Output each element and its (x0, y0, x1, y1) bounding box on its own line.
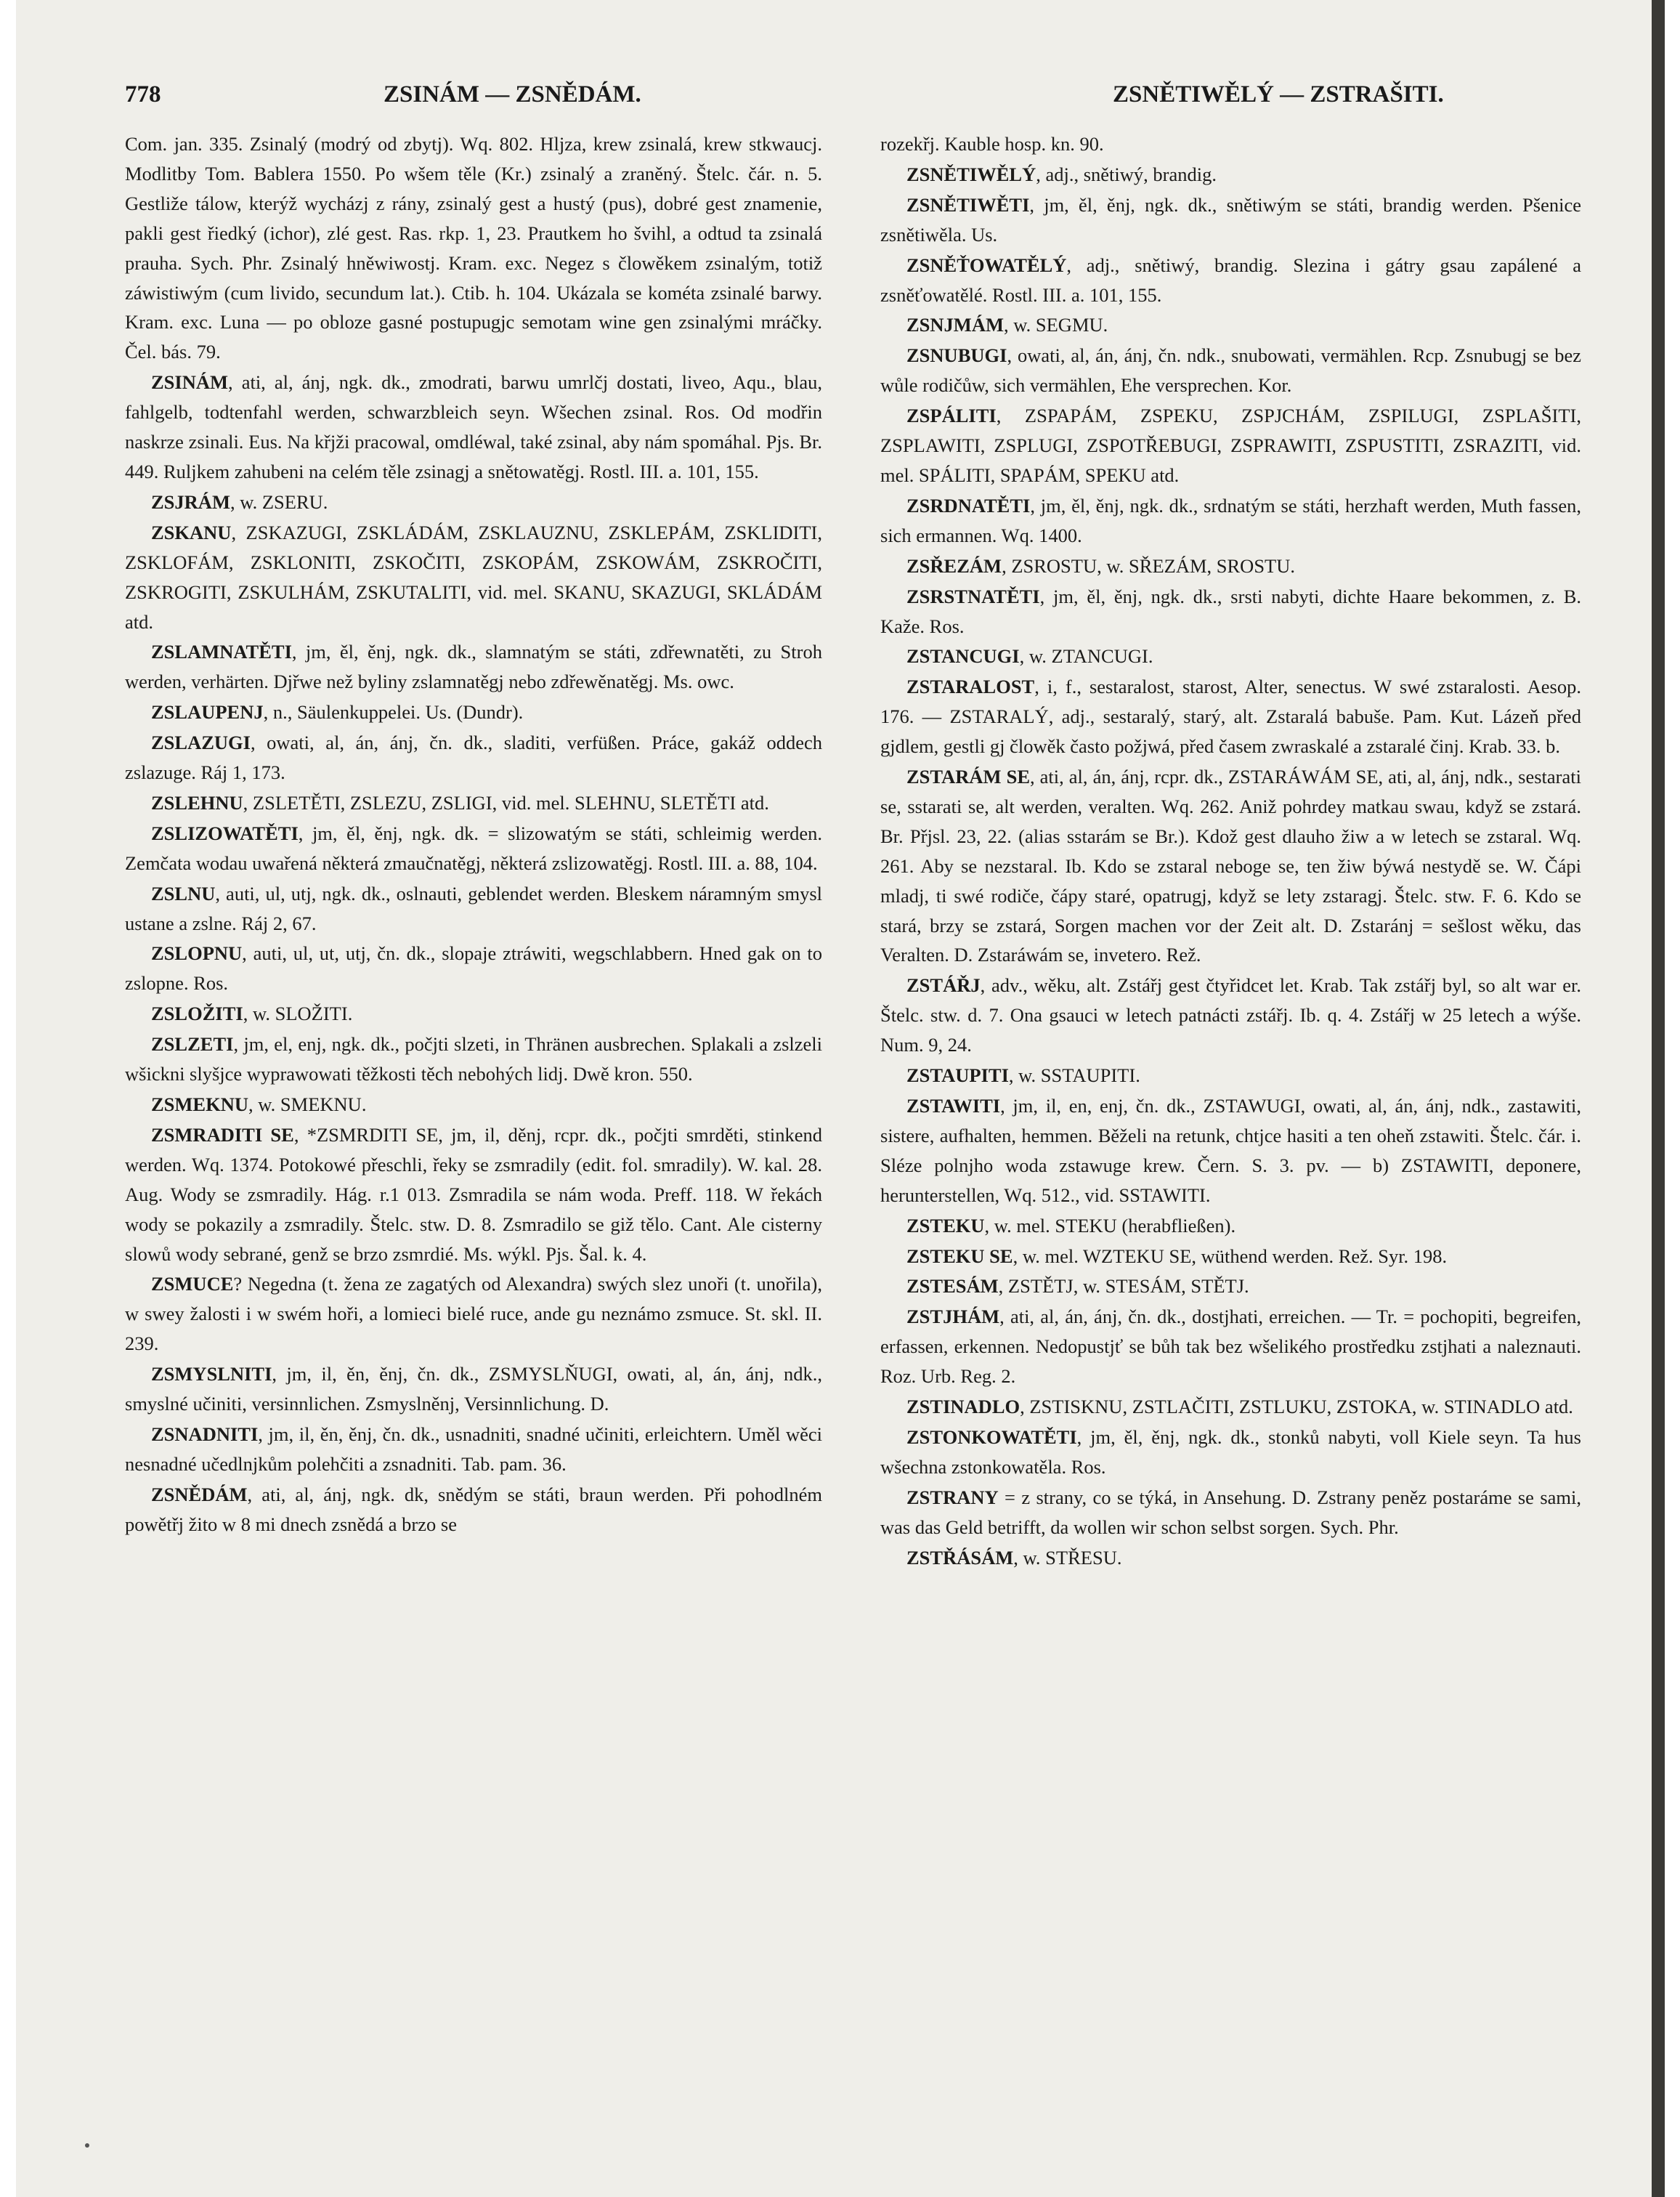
headword: ZSTÁŘJ (906, 974, 981, 997)
dictionary-entry: rozekřj. Kauble hosp. kn. 90. (880, 133, 1104, 155)
running-head (125, 81, 1540, 118)
dictionary-entry: ZSTJHÁM, ati, al, án, ánj, čn. dk., dostjhati, erreichen. — Tr. = pochopiti, begreifen, erfassen, erkennen. Nedopustjť se bůh tak bez wšelikého prostředku zstjhati a naleznauti. Roz. Urb. Reg. 2. (880, 1306, 1581, 1388)
headword: ZSRSTNATĚTI (906, 585, 1040, 607)
headword: ZSJRÁM (151, 490, 230, 513)
dictionary-entry: ZSNUBUGI, owati, al, án, ánj, čn. ndk., snubowati, vermählen. Rcp. Zsnubugj se bez wůle rodičůw, sich vermählen, Ehe versprechen. Kor. (880, 344, 1581, 397)
dictionary-entry: ZSRDNATĚTI, jm, ěl, ěnj, ngk. dk., srdnatým se státi, herzhaft werden, Muth fassen, sich ermannen. Wq. 1400. (880, 494, 1581, 546)
dictionary-entry: ZSLOPNU, auti, ul, ut, utj, čn. dk., slopaje ztráwiti, wegschlabbern. Hned gak on to zslopne. Ros. (125, 942, 822, 995)
headword: ZSTARALOST (906, 676, 1035, 698)
dictionary-entry: ZSJRÁM, w. ZSERU. (151, 490, 328, 513)
dictionary-entry: ZSMYSLNITI, jm, il, ěn, ěnj, čn. dk., ZSMYSLŇUGI, owati, al, án, ánj, ndk., smyslné učiniti, versinnlichen. Zsmyslněnj, Versinnlichung. D. (125, 1363, 822, 1415)
dictionary-entry: ZSNJMÁM, w. SEGMU. (906, 314, 1108, 336)
dictionary-entry: ZSTANCUGI, w. ZTANCUGI. (906, 645, 1153, 668)
dictionary-entry: ZSTEKU SE, w. mel. WZTEKU SE, wüthend werden. Rež. Syr. 198. (906, 1245, 1448, 1267)
headword: ZSTAWITI (906, 1095, 1001, 1117)
dictionary-entry: ZSLZETI, jm, el, enj, ngk. dk., počjti slzeti, in Thränen ausbrechen. Splakali a zslzeli wšickni slyšjce wyprawowati těžkosti těch nebohých lidj. Dwě kron. 550. (125, 1033, 822, 1085)
headword: ZSMUCE (151, 1273, 234, 1295)
dictionary-entry: ZSTINADLO, ZSTISKNU, ZSTLAČITI, ZSTLUKU, ZSTOKA, w. STINADLO atd. (906, 1396, 1573, 1418)
dictionary-entry: ZSTARÁM SE, ati, al, án, ánj, rcpr. dk., ZSTARÁWÁM SE, ati, al, ánj, ndk., sestarati se, sstarati se, alt werden, veralten. Wq. 262. Aniž pohrdey matkau swau, když se zstará. Br. Přjsl. 23, 22. (alias sstarám se Br.). Kdož gest dlauho žiw a w letech se zstaral. Wq. 261. Aby se nezstaral. Ib. Kdo se zstaral neboge se, ten žiw býwá nestydě se. W. Čápi mladj, ti swé rodiče, čápy staré, opatrugj, když se lety zstaragj. Štelc. stw. F. 6. Kdo se stará, brzy se zstará, Sorgen machen vor der Zeit alt. D. Zstaránj = sešlost wěku, das Veralten. D. Zstaráwám se, invetero. Rež. (880, 766, 1581, 966)
headword: ZSLAZUGI (151, 732, 251, 754)
dictionary-entry: ZSTEKU, w. mel. STEKU (herabfließen). (906, 1214, 1236, 1237)
dictionary-entry: ZSLAUPENJ, n., Säulenkuppelei. Us. (Dundr). (151, 701, 524, 724)
headword: ZSLZETI (151, 1033, 234, 1056)
dictionary-entry: ZSMEKNU, w. SMEKNU. (151, 1093, 367, 1115)
dictionary-entry: ZSLOŽITI, w. SLOŽITI. (151, 1003, 353, 1025)
dictionary-entry: ZSKANU, ZSKAZUGI, ZSKLÁDÁM, ZSKLAUZNU, ZSKLEPÁM, ZSKLIDITI, ZSKLOFÁM, ZSKLONITI, ZSKOČITI, ZSKOPÁM, ZSKOWÁM, ZSKROČITI, ZSKROGITI, ZSKULHÁM, ZSKUTALITI, vid. mel. SKANU, SKAZUGI, SKLÁDÁM atd. (125, 521, 822, 633)
right-column (880, 129, 1581, 1574)
headword: ZSNĚTIWĚLÝ (906, 163, 1036, 185)
headword: ZSNADNITI (151, 1423, 259, 1445)
dictionary-entry: ZSTESÁM, ZSTĚTJ, w. STESÁM, STĚTJ. (906, 1275, 1249, 1298)
dictionary-entry: ZSMUCE? Negedna (t. žena ze zagatých od Alexandra) swých slez unoři (t. unořila), w swey žalosti i w swém hoři, a lomieci bielé ruce, ande gu neznámo zsmuce. St. skl. II. 239. (125, 1273, 822, 1355)
dictionary-entry: ZSNĚTIWĚLÝ, adj., snětiwý, brandig. (906, 163, 1217, 185)
headword: ZSLOPNU (151, 942, 243, 965)
headword: ZSMEKNU (151, 1093, 248, 1115)
left-column (125, 129, 822, 1540)
headword: ZSLIZOWATĚTI (151, 822, 299, 844)
dictionary-entry: ZSLAMNATĚTI, jm, ěl, ěnj, ngk. dk., slamnatým se státi, zdřewnatěti, zu Stroh werden, verhärten. Djřwe než byliny zslamnatěgj nebo zdřewěnatěgj. Ms. owc. (125, 641, 822, 693)
headword: ZSTARÁM SE (906, 766, 1030, 788)
headword: ZSTONKOWATĚTI (906, 1425, 1077, 1448)
headword: ZSŘEZÁM (906, 554, 1002, 577)
dictionary-entry: ZSRSTNATĚTI, jm, ěl, ěnj, ngk. dk., srsti nabyti, dichte Haare bekommen, z. B. Kaže. Ros. (880, 585, 1581, 637)
headword: ZSTEKU SE (906, 1245, 1013, 1267)
dictionary-entry: ZSTAUPITI, w. SSTAUPITI. (906, 1064, 1140, 1087)
dictionary-entry: ZSNĚTIWĚTI, jm, ěl, ěnj, ngk. dk., snětiwým se státi, brandig werden. Pšenice zsnětiwěla. Us. (880, 193, 1581, 246)
headword: ZSNUBUGI (906, 344, 1007, 367)
headword: ZSTRANY (906, 1486, 999, 1508)
dictionary-entry: ZSTŘÁSÁM, w. STŘESU. (906, 1546, 1122, 1569)
headword: ZSTŘÁSÁM (906, 1546, 1014, 1569)
ink-speck (85, 2143, 89, 2148)
headword: ZSLAMNATĚTI (151, 641, 292, 663)
dictionary-entry: ZSLIZOWATĚTI, jm, ěl, ěnj, ngk. dk. = slizowatým se státi, schleimig werden. Zemčata wodau uwařená některá zmaučnatěgj, některá zslizowatěgj. Rostl. III. a. 88, 104. (125, 822, 822, 874)
dictionary-entry: ZSTÁŘJ, adv., wěku, alt. Zstářj gest čtyřidcet let. Krab. Tak zstářj byl, so alt war er. Štelc. stw. d. 7. Ona gsauci w letech patnácti zstářj. Ib. q. 4. Zstářj w 25 letech a wýše. Num. 9, 24. (880, 974, 1581, 1056)
dictionary-entry: ZSLNU, auti, ul, utj, ngk. dk., oslnauti, geblendet werden. Bleskem náramným smysl ustane a zslne. Ráj 2, 67. (125, 882, 822, 934)
headword: ZSLOŽITI (151, 1003, 243, 1025)
headword: ZSLEHNU (151, 791, 243, 814)
right-heading: ZSNĚTIWĚLÝ — ZSTRAŠITI. (1113, 81, 1444, 108)
headword: ZSTANCUGI (906, 645, 1020, 668)
dictionary-entry: ZSTAWITI, jm, il, en, enj, čn. dk., ZSTAWUGI, owati, al, án, ánj, ndk., zastawiti, sistere, aufhalten, hemmen. Běželi na retunk, chtjce hasiti a ten oheň zstawiti. Štelc. čár. i. Sléze polnjho woda zstawuge krew. Čern. S. 3. pv. — b) ZSTAWITI, deponere, herunterstellen, Wq. 512., vid. SSTAWITI. (880, 1095, 1581, 1206)
headword: ZSINÁM (151, 371, 229, 394)
dictionary-entry: Com. jan. 335. Zsinalý (modrý od zbytj). Wq. 802. Hljza, krew zsinalá, krew stkwaucj. Modlitby Tom. Bablera 1550. Po wšem těle (Kr.) zsinalý a zraněný. Štelc. čár. n. 5. Gestliže tálow, kterýž wycházj z rány, zsinalý gest a hustý (pus), dobré gest znamenie, pakli gest řiedký (ichor), zlé gest. Ras. rkp. 1, 23. Prautkem ho švihl, a odtud ta zsinalá prauha. Sych. Phr. Zsinalý hněwiwostj. Kram. exc. Negez s člowěkem zsinalým, totiž záwistiwým (cum livido, secundum lat.). Ctib. h. 104. Ukázala se kométa zsinalé barwy. Kram. exc. Luna — po obloze gasné postupugjc semotam wine gen zsinalými mráčky. Čel. bás. 79. (125, 133, 822, 363)
headword: ZSLNU (151, 882, 216, 905)
page-number: 778 (125, 81, 161, 108)
dictionary-entry: ZSŘEZÁM, ZSROSTU, w. SŘEZÁM, SROSTU. (906, 554, 1296, 577)
headword: ZSTINADLO (906, 1396, 1020, 1418)
left-heading: ZSINÁM — ZSNĚDÁM. (384, 81, 641, 108)
headword: ZSPÁLITI (906, 405, 997, 427)
headword: ZSRDNATĚTI (906, 494, 1031, 517)
headword: ZSLAUPENJ (151, 701, 264, 724)
dictionary-entry: ZSNĚŤOWATĚLÝ, adj., snětiwý, brandig. Slezina i gátry gsau zapálené a zsněťowatělé. Rostl. III. a. 101, 155. (880, 254, 1581, 306)
headword: ZSNJMÁM (906, 314, 1004, 336)
headword: ZSMRADITI SE (151, 1123, 294, 1146)
headword: ZSNĚDÁM (151, 1483, 248, 1505)
dictionary-page (16, 0, 1665, 2197)
dictionary-entry: ZSMRADITI SE, *ZSMRDITI SE, jm, il, děnj, rcpr. dk., počjti smrděti, stinkend werden. Wq. 1374. Potokowé přeschli, řeky se zsmradily (edit. fol. smradily). W. kal. 28. Aug. Wody se zsmradily. Hág. r.1 013. Zsmradila se nám woda. Preff. 118. W řekách wody se pokazily a zsmradily. Štelc. stw. D. 8. Zsmradilo se giž tělo. Cant. Ale cisterny slowů wody sebrané, genž se brzo zsmrdié. Ms. wýkl. Pjs. Šal. k. 4. (125, 1123, 822, 1265)
headword: ZSKANU (151, 521, 232, 543)
headword: ZSTEKU (906, 1214, 985, 1237)
headword: ZSNĚŤOWATĚLÝ (906, 254, 1067, 276)
dictionary-entry: ZSTONKOWATĚTI, jm, ěl, ěnj, ngk. dk., stonků nabyti, voll Kiele seyn. Ta hus wšechna zstonkowatěla. Ros. (880, 1425, 1581, 1478)
dictionary-entry: ZSTRANY = z strany, co se týká, in Ansehung. D. Zstrany peněz postaráme se sami, was das Geld betrifft, da wollen wir schon selbst sorgen. Sych. Phr. (880, 1486, 1581, 1538)
dictionary-entry: ZSPÁLITI, ZSPAPÁM, ZSPEKU, ZSPJCHÁM, ZSPILUGI, ZSPLAŠITI, ZSPLAWITI, ZSPLUGI, ZSPOTŘEBUGI, ZSPRAWITI, ZSPUSTITI, ZSRAZITI, vid. mel. SPÁLITI, SPAPÁM, SPEKU atd. (880, 405, 1581, 486)
headword: ZSTAUPITI (906, 1064, 1009, 1087)
dictionary-entry: ZSINÁM, ati, al, ánj, ngk. dk., zmodrati, barwu umrlčj dostati, liveo, Aqu., blau, fahlgelb, todtenfahl werden, schwarzbleich seyn. Wšechen zsinal. Ros. Od modřin naskrze zsinali. Eus. Na křjži pracowal, omdléwal, také zsinal, aby nám spomáhal. Pjs. Br. 449. Ruljkem zahubeni na celém těle zsinagj a snětowatěgj. Rostl. III. a. 101, 155. (125, 371, 822, 482)
dictionary-entry: ZSLEHNU, ZSLETĚTI, ZSLEZU, ZSLIGI, vid. mel. SLEHNU, SLETĚTI atd. (151, 791, 769, 814)
dictionary-entry: ZSTARALOST, i, f., sestaralost, starost, Alter, senectus. W swé zstaralosti. Aesop. 176. — ZSTARALÝ, adj., sestaralý, starý, alt. Zstaralá babuše. Pam. Kut. Lázeň před gjdlem, gestli gj člowěk často požjwá, před časem zwraskalé a zstaralé činj. Krab. 33. b. (880, 676, 1581, 758)
headword: ZSMYSLNITI (151, 1363, 272, 1385)
book-edge (1652, 0, 1665, 2197)
dictionary-entry: ZSNADNITI, jm, il, ěn, ěnj, čn. dk., usnadniti, snadné učiniti, erleichtern. Uměl wěci nesnadné učedlnjkům polehčiti a zsnadniti. Tab. pam. 36. (125, 1423, 822, 1475)
headword: ZSNĚTIWĚTI (906, 193, 1030, 216)
dictionary-entry: ZSLAZUGI, owati, al, án, ánj, čn. dk., sladiti, verfüßen. Práce, gakáž oddech zslazuge. Ráj 1, 173. (125, 732, 822, 784)
headword: ZSTESÁM (906, 1275, 999, 1298)
headword: ZSTJHÁM (906, 1306, 1000, 1328)
dictionary-entry: ZSNĚDÁM, ati, al, ánj, ngk. dk, snědým se státi, braun werden. Při pohodlném powětřj žito w 8 mi dnech zsnědá a brzo se (125, 1483, 822, 1535)
